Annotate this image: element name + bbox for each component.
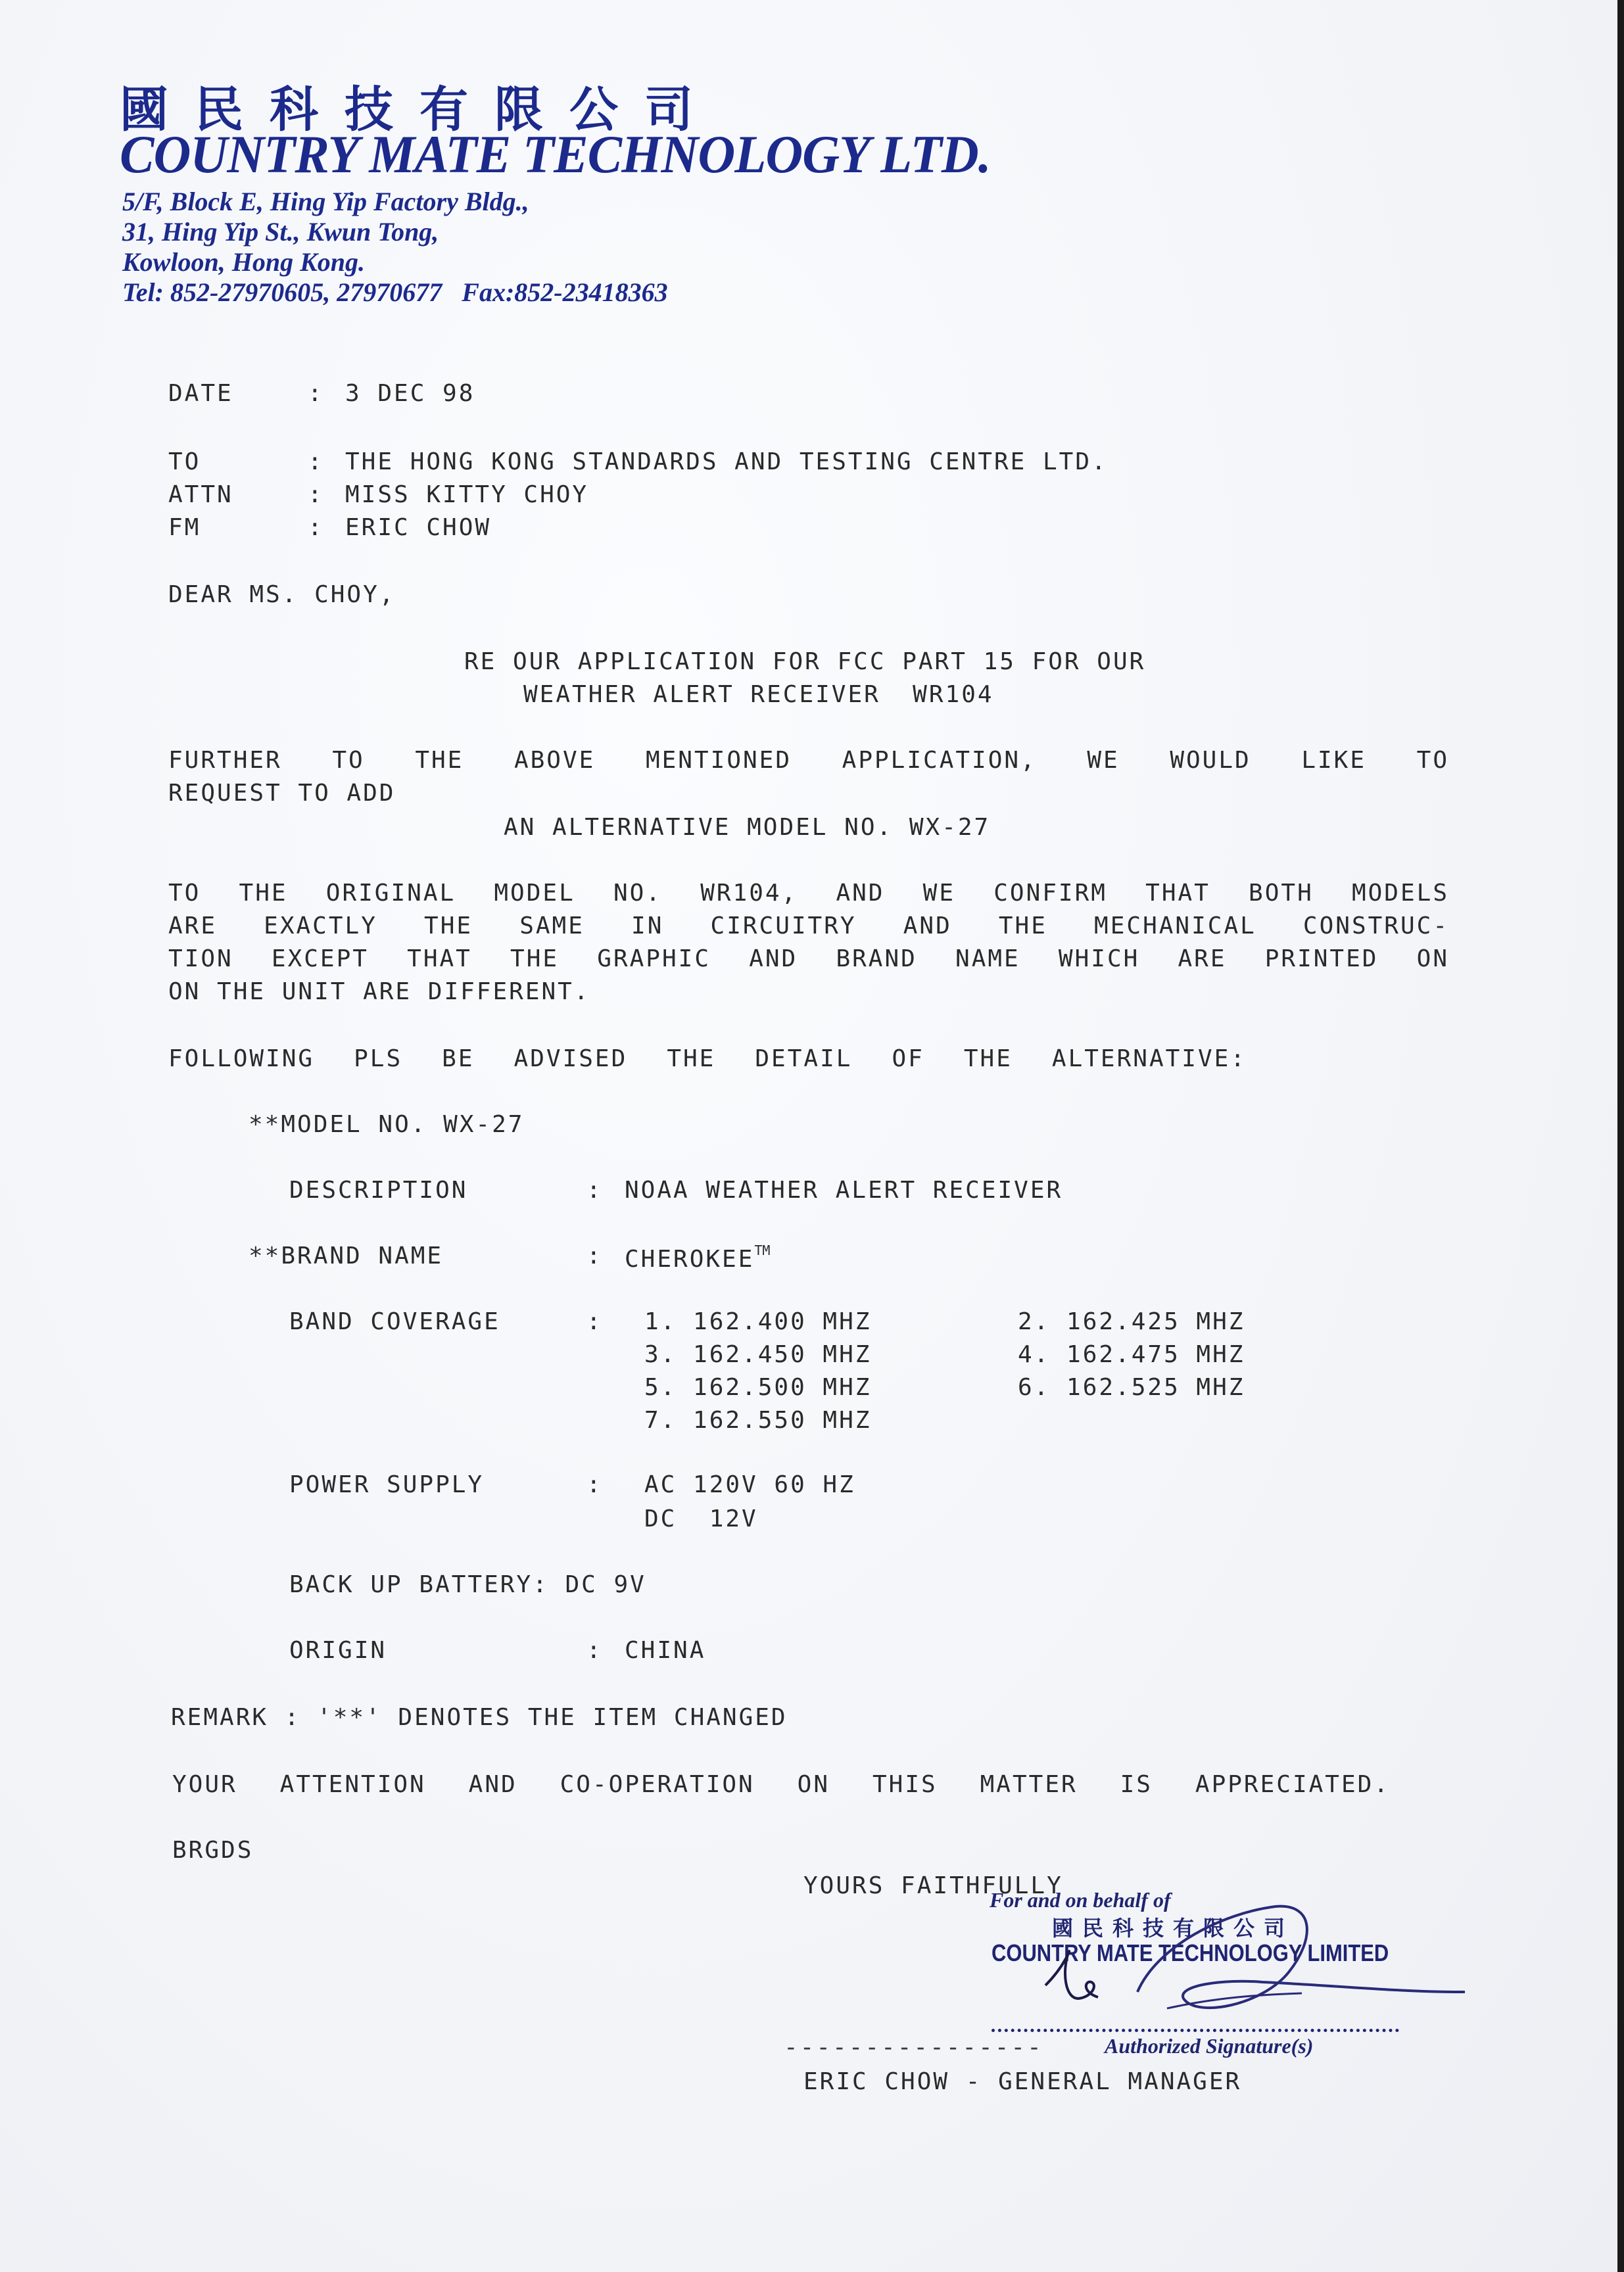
signature-dashes: ---------------- [784,2034,1043,2061]
para1-line-2: REQUEST TO ADD [168,780,396,807]
signatory-line: ERIC CHOW - GENERAL MANAGER [803,2068,1242,2095]
to-label: TO [168,448,201,475]
letterhead-chinese-name: 國民科技有限公司 [120,82,719,138]
para2-line-2: ARE EXACTLY THE SAME IN CIRCUITRY AND THE MECHANICAL CONSTRUC- [168,912,1449,939]
handwritten-signature [1026,1867,1473,2038]
origin-value: CHINA [625,1637,706,1664]
brand-value: CHEROKEE [625,1246,755,1273]
description-label: DESCRIPTION [289,1177,468,1204]
description-colon: : [586,1177,603,1204]
band-2: 2. 162.425 MHZ [1018,1308,1245,1335]
para2-line-4: ON THE UNIT ARE DIFFERENT. [168,978,590,1005]
para2-line-1: TO THE ORIGINAL MODEL NO. WR104, AND WE CONFIRM THAT BOTH MODELS [168,880,1449,907]
brand-colon: : [586,1242,603,1269]
para1-line-1: FURTHER TO THE ABOVE MENTIONED APPLICATION, WE WOULD LIKE TO [168,747,1449,774]
letterhead-contact: Tel: 852-27970605, 27970677 Fax:852-23418363 [122,277,668,307]
model-line: **MODEL NO. WX-27 [249,1111,525,1138]
stamp-authorized: Authorized Signature(s) [1105,2034,1314,2058]
date-label: DATE [168,380,233,407]
power-colon: : [586,1471,603,1498]
attn-value: MISS KITTY CHOY [345,481,589,508]
stamp-dotted-line [991,2029,1399,2032]
para2-line-3: TION EXCEPT THAT THE GRAPHIC AND BRAND NAME WHICH ARE PRINTED ON [168,945,1449,972]
brand-label: **BRAND NAME [249,1242,444,1269]
date-value: 3 DEC 98 [345,380,475,407]
band-5: 5. 162.500 MHZ [644,1374,872,1401]
letterhead-address-3: Kowloon, Hong Kong. [122,247,366,277]
brand-tm: TM [754,1242,771,1258]
to-value: THE HONG KONG STANDARDS AND TESTING CENTRE LTD. [345,448,1108,475]
battery-line: BACK UP BATTERY: DC 9V [289,1571,646,1598]
scan-edge [1617,0,1624,2272]
power-label: POWER SUPPLY [289,1471,485,1498]
attn-label: ATTN [168,481,233,508]
fm-label: FM [168,514,201,541]
stamp-chinese-name: 國民科技有限公司 [1052,1916,1295,1941]
origin-label: ORIGIN [289,1637,387,1664]
date-colon: : [308,380,324,407]
band-colon: : [586,1308,603,1335]
letterhead-address-2: 31, Hing Yip St., Kwun Tong, [122,217,439,247]
origin-colon: : [586,1637,603,1664]
to-colon: : [308,448,324,475]
band-7: 7. 162.550 MHZ [644,1407,872,1434]
subject-line-2: WEATHER ALERT RECEIVER WR104 [523,681,994,708]
brgds: BRGDS [172,1837,254,1864]
stamp-behalf: For and on behalf of [990,1888,1171,1912]
power-ac: AC 120V 60 HZ [644,1471,855,1498]
brand-value-wrap [625,1242,770,1273]
letterhead-company-name: COUNTRY MATE TECHNOLOGY LTD. [120,124,991,184]
letterhead-address-1: 5/F, Block E, Hing Yip Factory Bldg., [122,187,529,216]
band-1: 1. 162.400 MHZ [644,1308,872,1335]
stamp-company: COUNTRY MATE TECHNOLOGY LIMITED [991,1939,1389,1966]
fm-colon: : [308,514,324,541]
band-6: 6. 162.525 MHZ [1018,1374,1245,1401]
para1-line-3: AN ALTERNATIVE MODEL NO. WX-27 [504,814,991,841]
remark-line: REMARK : '**' DENOTES THE ITEM CHANGED [171,1704,788,1731]
subject-line-1: RE OUR APPLICATION FOR FCC PART 15 FOR OUR [464,648,1146,675]
band-4: 4. 162.475 MHZ [1018,1341,1245,1368]
attn-colon: : [308,481,324,508]
fm-value: ERIC CHOW [345,514,492,541]
description-value: NOAA WEATHER ALERT RECEIVER [625,1177,1063,1204]
band-label: BAND COVERAGE [289,1308,500,1335]
closing-line: YOUR ATTENTION AND CO-OPERATION ON THIS MATTER IS APPRECIATED. [172,1771,1390,1798]
salutation: DEAR MS. CHOY, [168,581,396,608]
yours-faithfully: YOURS FAITHFULLY [803,1872,1063,1899]
band-3: 3. 162.450 MHZ [644,1341,872,1368]
following-line: FOLLOWING PLS BE ADVISED THE DETAIL OF THE ALTERNATIVE: [168,1045,1247,1072]
power-dc: DC 12V [644,1505,758,1532]
